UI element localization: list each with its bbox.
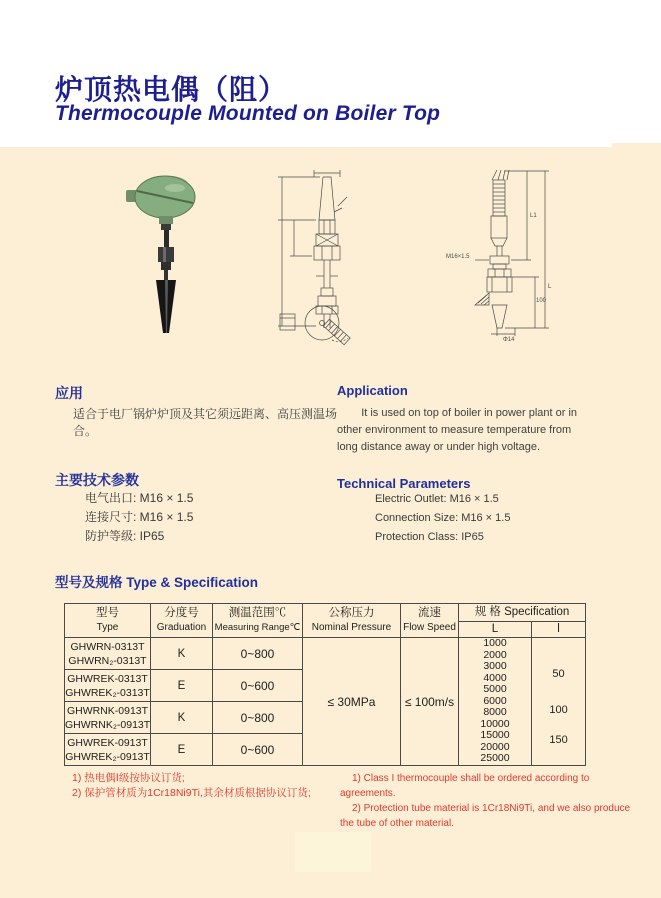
cell-graduation: K	[151, 702, 213, 734]
col-header-graduation: 分度号 Graduation	[151, 604, 213, 638]
tech-param-zh: 连接尺寸: M16 × 1.5	[85, 510, 194, 524]
col-header-flow: 流速 Flow Speed	[401, 604, 459, 638]
cell-range: 0~600	[213, 734, 303, 766]
page-title-chinese: 炉顶热电偶（阻）	[55, 74, 288, 105]
application-heading-zh: 应用	[55, 385, 83, 401]
cell-models: GHWRNK-0913T GHWRNK₂-0913T	[65, 702, 151, 734]
thermocouple-drawing-dims	[445, 168, 560, 343]
tech-param-zh: 电气出口: M16 × 1.5	[85, 491, 194, 505]
cell-l-values: 50 100 150	[532, 638, 586, 766]
tech-param-en: Protection Class: IP65	[375, 531, 484, 543]
tech-param-en: Electric Outlet: M16 × 1.5	[375, 493, 499, 505]
cell-graduation: K	[151, 638, 213, 670]
dim-label-thread: M16×1.5	[446, 254, 470, 260]
col-header-pressure: 公称压力 Nominal Pressure	[303, 604, 401, 638]
cell-range: 0~600	[213, 670, 303, 702]
spec-heading: 型号及规格 Type & Specification	[55, 575, 259, 590]
cell-graduation: E	[151, 734, 213, 766]
application-body-en: It is used on top of boiler in power plant or in other environment to measure temperature from long distance away or under high voltage.	[337, 407, 578, 453]
cell-L-values: 1000 2000 3000 4000 5000 6000 8000 10000 15000 20000 25000	[459, 638, 532, 766]
cell-models: GHWREK-0913T GHWREK₂-0913T	[65, 734, 151, 766]
col-header-type: 型号 Type	[65, 604, 151, 638]
cell-range: 0~800	[213, 638, 303, 670]
cell-graduation: E	[151, 670, 213, 702]
cream-background-notch	[612, 143, 661, 149]
application-heading-en: Application	[337, 383, 408, 398]
col-header-specification: 规 格 Specification	[459, 604, 586, 622]
table-row	[65, 638, 586, 670]
cell-range: 0~800	[213, 702, 303, 734]
tech-param-en: Connection Size: M16 × 1.5	[375, 512, 511, 524]
footnote-en-2: 2) Protection tube material is 1Cr18Ni9Ti, and we also produce the tube of other material.	[340, 803, 631, 829]
dim-label-L1: L1	[530, 213, 537, 219]
cell-flow: ≤ 100m/s	[401, 638, 459, 766]
tech-param-zh: 防护等级: IP65	[85, 529, 165, 543]
footnote-zh-1: 1) 热电偶Ⅰ级按协议订货;	[72, 772, 185, 784]
dim-label-d14: Φ14	[503, 337, 515, 343]
cell-pressure: ≤ 30MPa	[303, 638, 401, 766]
dim-label-100: 100	[536, 298, 547, 304]
thermocouple-photo	[123, 170, 203, 335]
tech-params-en	[375, 490, 510, 547]
tech-params-zh	[85, 489, 193, 546]
cell-models: GHWREK-0313T GHWREK₂-0313T	[65, 670, 151, 702]
bottom-highlight-patch	[295, 832, 371, 872]
thermocouple-drawing-dims-graphic	[445, 168, 560, 343]
footnotes-en	[340, 771, 632, 831]
col-header-l: l	[532, 622, 586, 638]
tech-heading-zh: 主要技术参数	[55, 472, 139, 488]
page-title-english: Thermocouple Mounted on Boiler Top	[55, 102, 441, 125]
col-header-L: L	[459, 622, 532, 638]
footnote-en-1: 1) Class I thermocouple shall be ordered according to agreements.	[340, 773, 590, 799]
col-header-range: 测温范围℃ Measuring Range℃	[213, 604, 303, 638]
spec-table	[64, 603, 586, 766]
cell-models: GHWRN-0313T GHWRN₂-0313T	[65, 638, 151, 670]
application-body-zh: 适合于电厂锅炉炉顶及其它须远距离、高压测温场合。	[73, 407, 338, 438]
dim-label-L: L	[548, 284, 552, 290]
thermocouple-drawing-head-graphic	[270, 168, 388, 348]
tech-heading-en: Technical Parameters	[337, 476, 471, 491]
thermocouple-drawing-head	[270, 168, 388, 348]
footnotes-zh	[72, 771, 342, 801]
thermocouple-photo-graphic	[123, 170, 203, 335]
footnote-zh-2: 2) 保护管材质为1Cr18Ni9Ti,其余材质根据协议订货;	[72, 787, 311, 799]
